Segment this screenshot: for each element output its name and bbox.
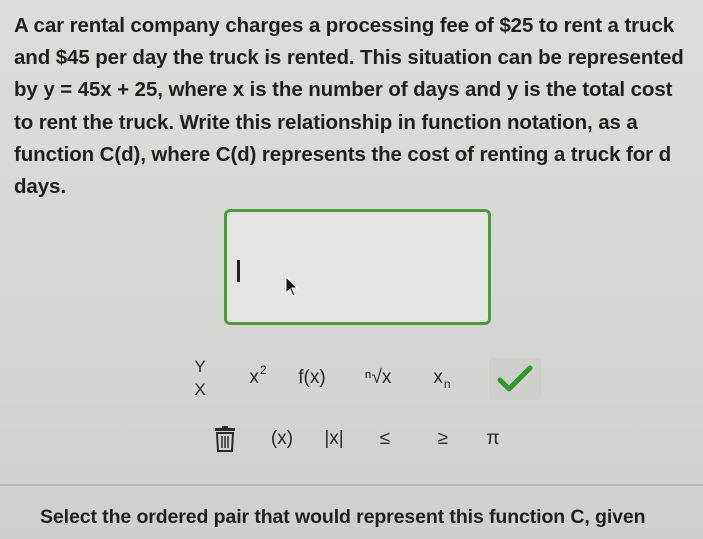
subscript-base: x <box>433 367 443 388</box>
less-equal-button[interactable] <box>370 419 400 459</box>
geq-label: ≥ <box>437 428 449 449</box>
fraction-numerator: Y <box>194 357 206 376</box>
fraction-button[interactable] <box>182 358 218 398</box>
pi-label: π <box>486 428 500 449</box>
question-line: A car rental company charges a processing fee of $25 to rent a truck <box>14 14 675 37</box>
square-button[interactable] <box>240 358 276 398</box>
next-question-text: Select the ordered pair that would represent this function C, given <box>40 506 646 528</box>
parentheses-button[interactable] <box>262 419 302 459</box>
square-base: x <box>249 367 259 388</box>
subscript-button[interactable] <box>424 358 460 398</box>
square-exponent: 2 <box>259 363 267 377</box>
math-toolbar-row-2 <box>0 419 703 459</box>
delete-button[interactable] <box>208 419 242 459</box>
math-toolbar-row-1 <box>0 358 703 398</box>
question-line: function C(d), where C(d) represents the cost of renting a truck for d <box>14 142 672 166</box>
trash-icon <box>214 426 236 452</box>
mouse-pointer-icon <box>285 276 299 298</box>
leq-label: ≤ <box>379 428 391 449</box>
subscript-index: n <box>443 377 451 391</box>
question-line: days. <box>14 175 66 199</box>
absolute-value-button[interactable] <box>316 419 352 459</box>
parentheses-label: (x) <box>270 428 294 449</box>
text-caret <box>237 260 240 282</box>
greater-equal-button[interactable] <box>428 419 458 459</box>
submit-check-button[interactable] <box>489 358 541 400</box>
function-label: f(x) <box>298 367 326 388</box>
nth-root-button[interactable] <box>356 358 400 398</box>
question-line: by y = 45x + 25, where x is the number of days and y is the total cost <box>14 78 673 102</box>
answer-input[interactable] <box>224 209 491 325</box>
fraction-denominator: X <box>194 380 206 399</box>
function-button[interactable] <box>292 358 332 398</box>
question-line: and $45 per day the truck is rented. This situation can be represented <box>14 46 684 70</box>
pi-button[interactable] <box>478 419 508 459</box>
checkmark-icon <box>497 365 533 393</box>
section-divider <box>0 484 703 486</box>
question-text <box>14 10 694 203</box>
root-label: ⁿ√x <box>364 367 392 388</box>
question-line: to rent the truck. Write this relationship in function notation, as a <box>14 110 638 134</box>
abs-label: |x| <box>324 428 344 449</box>
